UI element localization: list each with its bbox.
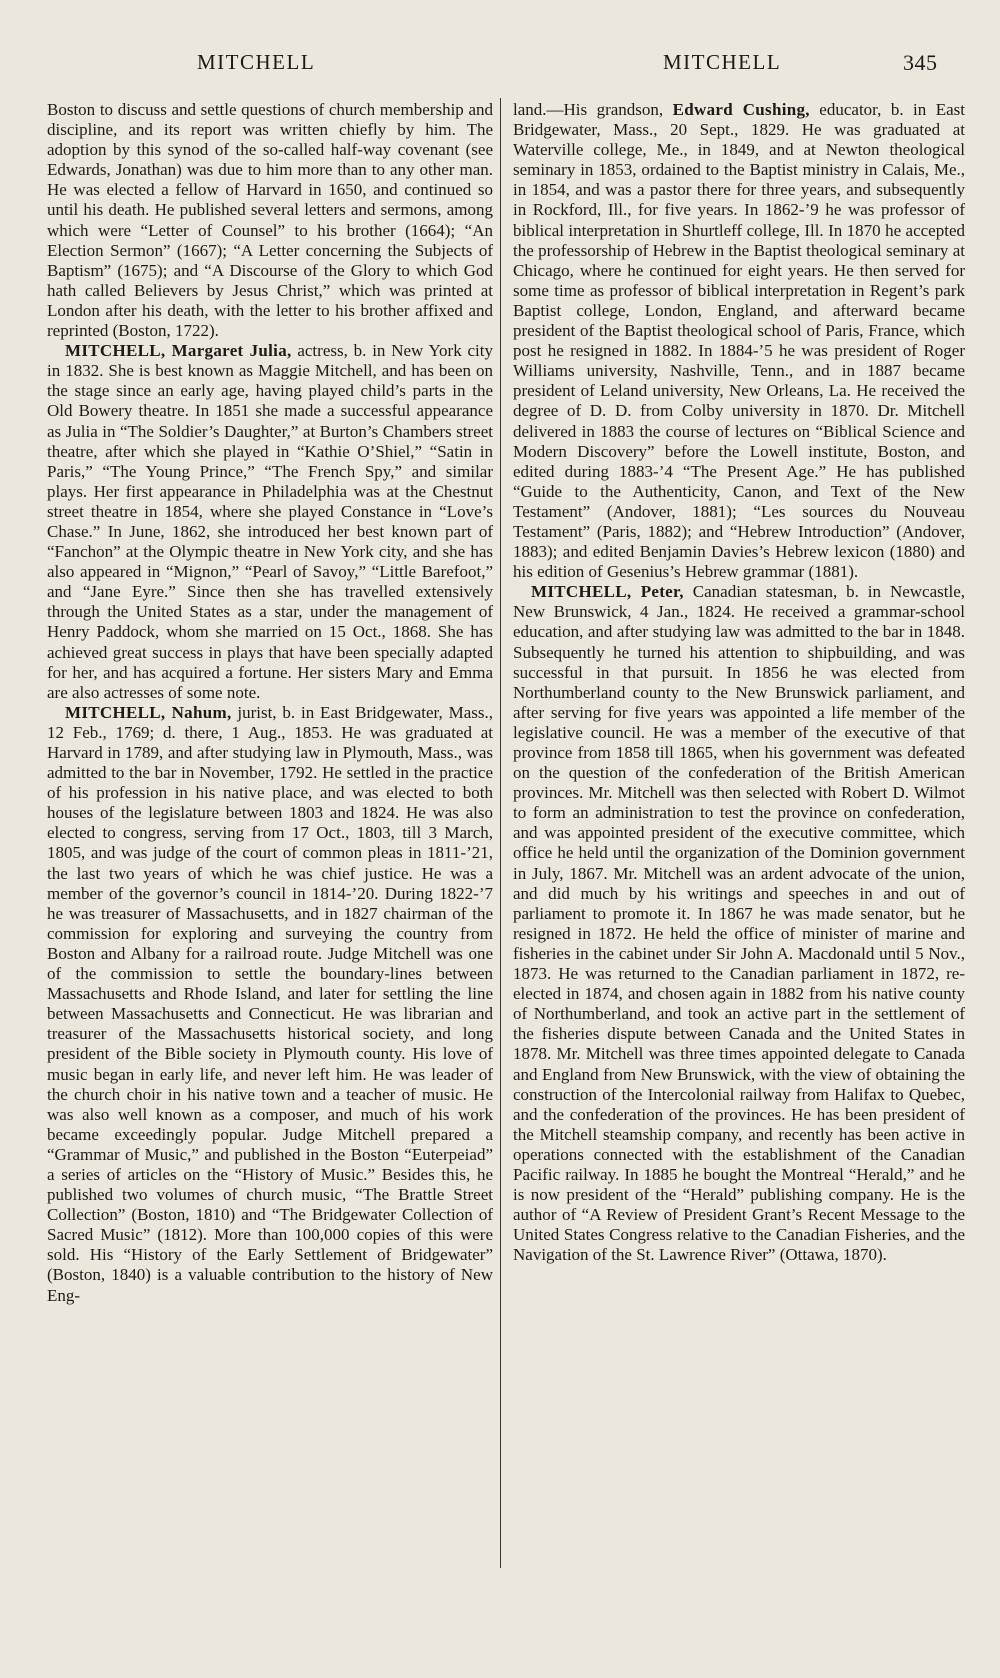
entry-heading: Edward Cushing, <box>672 100 810 119</box>
page-number: 345 <box>903 50 938 75</box>
entry-heading: MITCHELL, Peter, <box>531 582 684 602</box>
entry-peter <box>513 582 965 1265</box>
entry-heading: MITCHELL, Nahum, <box>65 702 232 722</box>
entry-body: jurist, b. in East Bridgewater, Mass., 12 Feb., 1769; d. there, 1 Aug., 1853. He was graduated at Harvard in 1789, and after studying law in Plymouth, Mass., was admitted to the bar in November, 1792. He settled in the practice of his profession in his native place, and was elected to both houses of the legislature between 1803 and 1824. He was also elected to congress, serving from 17 Oct., 1803, till 3 March, 1805, and was judge of the court of common pleas in 1811-’21, the last two years of which he was chief justice. He was a member of the governor’s council in 1814-’20. During 1822-’7 he was treasurer of Massachusetts, and in 1827 chairman of the commission for exploring and surveying the country from Boston and Albany for a railroad route. Judge Mitchell was one of the commission to settle the boundary-lines between Massachusetts and Rhode Island, and later for settling the line between Massachusetts and Connecticut. He was librarian and treasurer of the Massachusetts historical society, and long president of the Bible society in Plymouth county. His love of music began in early life, and never left him. He was leader of the church choir in his native town and a teacher of music. He was also well known as a composer, and much of his work became exceedingly popular. Judge Mitchell prepared a “Grammar of Music,” and published in the Boston “Euterpeiad” a series of articles on the “History of Music.” Besides this, he published two volumes of church music, “The Brattle Street Collection” (Boston, 1810) and “The Bridgewater Collection of Sacred Music” (1812). More than 100,000 copies of this were sold. His “History of the Early Settlement of Bridgewater” (Boston, 1840) is a valuable contribution to the history of New Eng- <box>47 702 493 1305</box>
entry-body: educator, b. in East Bridgewater, Mass., 20 Sept., 1829. He was graduated at Waterville college, Me., in 1849, and at Newton theological seminary in 1853, ordained to the Baptist ministry in Calais, Me., in 1854, and was a pastor there for three years, and subsequently in Rockford, Ill., for five years. In 1862-’9 he was professor of biblical interpretation in Shurtleff college, Ill. In 1870 he accepted the professorship of Hebrew in the Baptist theological seminary at Chicago, where he continued for eight years. He then served for some time as professor of biblical interpretation in Regent’s park Baptist college, London, England, and afterward became president of the Baptist theological school of Paris, France, which post he resigned in 1882. In 1884-’5 he was president of Roger Williams university, Nashville, Tenn., and in 1887 became president of Leland university, New Orleans, La. He received the degree of D. D. from Colby university in 1870. Dr. Mitchell delivered in 1883 the course of lectures on “Biblical Science and Modern Discovery” before the Lowell institute, Boston, and edited during 1883-’4 “The Present Age.” He has published “Guide to the Authenticity, Canon, and Text of the New Testament” (Andover, 1881); “Les sources du Nouveau Testament” (Paris, 1882); and “Hebrew Introduction” (Andover, 1883); and edited Benjamin Davies’s Hebrew lexicon (1880) and his edition of Gesenius’s Hebrew grammar (1881). <box>513 100 965 582</box>
left-column <box>47 100 493 1306</box>
column-divider <box>500 98 501 1568</box>
right-column <box>513 100 965 1265</box>
entry-heading: MITCHELL, Margaret Julia, <box>65 341 292 361</box>
entry-edward-cushing <box>513 100 965 582</box>
continued-entry-paragraph: Boston to discuss and settle questions of church membership and discipline, and its report was written chiefly by him. The adoption by this synod of the so-called half-way covenant (see Edwards, Jonathan) was due to him more than to any other man. He was elected a fellow of Harvard in 1650, and continued so until his death. He published several letters and sermons, among which were “Letter of Counsel” to his brother (1664); “An Election Sermon” (1667); “A Letter concerning the Subjects of Baptism” (1675); and “A Discourse of the Glory to which God hath called Believers by Jesus Christ,” which was printed at London after his death, with the letter to his brother affixed and reprinted (Boston, 1722). <box>47 100 493 341</box>
entry-margaret-julia <box>47 341 493 703</box>
running-head-right: MITCHELL <box>663 50 782 74</box>
entry-nahum <box>47 703 493 1306</box>
entry-body: Canadian statesman, b. in Newcastle, New Brunswick, 4 Jan., 1824. He received a grammar-school education, and after studying law was admitted to the bar in 1848. Subsequently he turned his attention to shipbuilding, and was successful in that pursuit. In 1856 he was elected from Northumberland county to the New Brunswick parliament, and after serving for five years was appointed a life member of the legislative council. He was a member of the executive of that province from 1858 till 1865, when his government was defeated on the question of the confederation of the British American provinces. Mr. Mitchell was then selected with Robert D. Wilmot to form an administration to test the province on confederation, and was appointed president of the executive committee, which office he held until the organization of the Dominion government in July, 1867. Mr. Mitchell was an ardent advocate of the union, and did much by his writings and speeches in and out of parliament to promote it. In 1867 he was made senator, but he resigned in 1872. He held the office of minister of marine and fisheries in the cabinet under Sir John A. Macdonald until 5 Nov., 1873. He was returned to the Canadian parliament in 1872, re-elected in 1874, and chosen again in 1882 from his native county of Northumberland, and took an active part in the settlement of the fisheries dispute between Canada and the United States in 1878. Mr. Mitchell was three times appointed delegate to Canada and England from New Brunswick, with the view of obtaining the construction of the Intercolonial railway from Halifax to Quebec, and the confederation of the provinces. He has been president of the Mitchell steamship company, and recently has been active in operations connected with the establishment of the Canadian Pacific railway. In 1885 he bought the Montreal “Herald,” and he is now president of the “Herald” publishing company. He is the author of “A Review of President Grant’s Recent Message to the United States Congress relative to the Canadian Fisheries, and the Navigation of the St. Lawrence River” (Ottawa, 1870). <box>513 582 966 1265</box>
running-head-left: MITCHELL <box>197 50 316 74</box>
entry-body: actress, b. in New York city in 1832. She is best known as Maggie Mitchell, and has been on the stage since an early age, having played child’s parts in the Old Bowery theatre. In 1851 she made a successful appearance as Julia in “The Soldier’s Daughter,” at Burton’s Chambers street theatre, after which she played in “Kathie O’Shiel,” “Satin in Paris,” “The Young Prince,” “The French Spy,” and similar plays. Her first appearance in Philadelphia was at the Chestnut street theatre in 1854, where she played Constance in “Love’s Chase.” In June, 1862, she introduced her best known part of “Fanchon” at the Olympic theatre in New York city, and she has also appeared in “Mignon,” “Pearl of Savoy,” “Little Barefoot,” and “Jane Eyre.” Since then she has travelled extensively through the United States as a star, under the management of Henry Paddock, whom she married on 15 Oct., 1868. She has achieved great success in plays that have been specially adapted for her, and has acquired a fortune. Her sisters Mary and Emma are also actresses of some note. <box>47 341 493 702</box>
entry-lead-in: land.—His grandson, <box>513 100 673 119</box>
